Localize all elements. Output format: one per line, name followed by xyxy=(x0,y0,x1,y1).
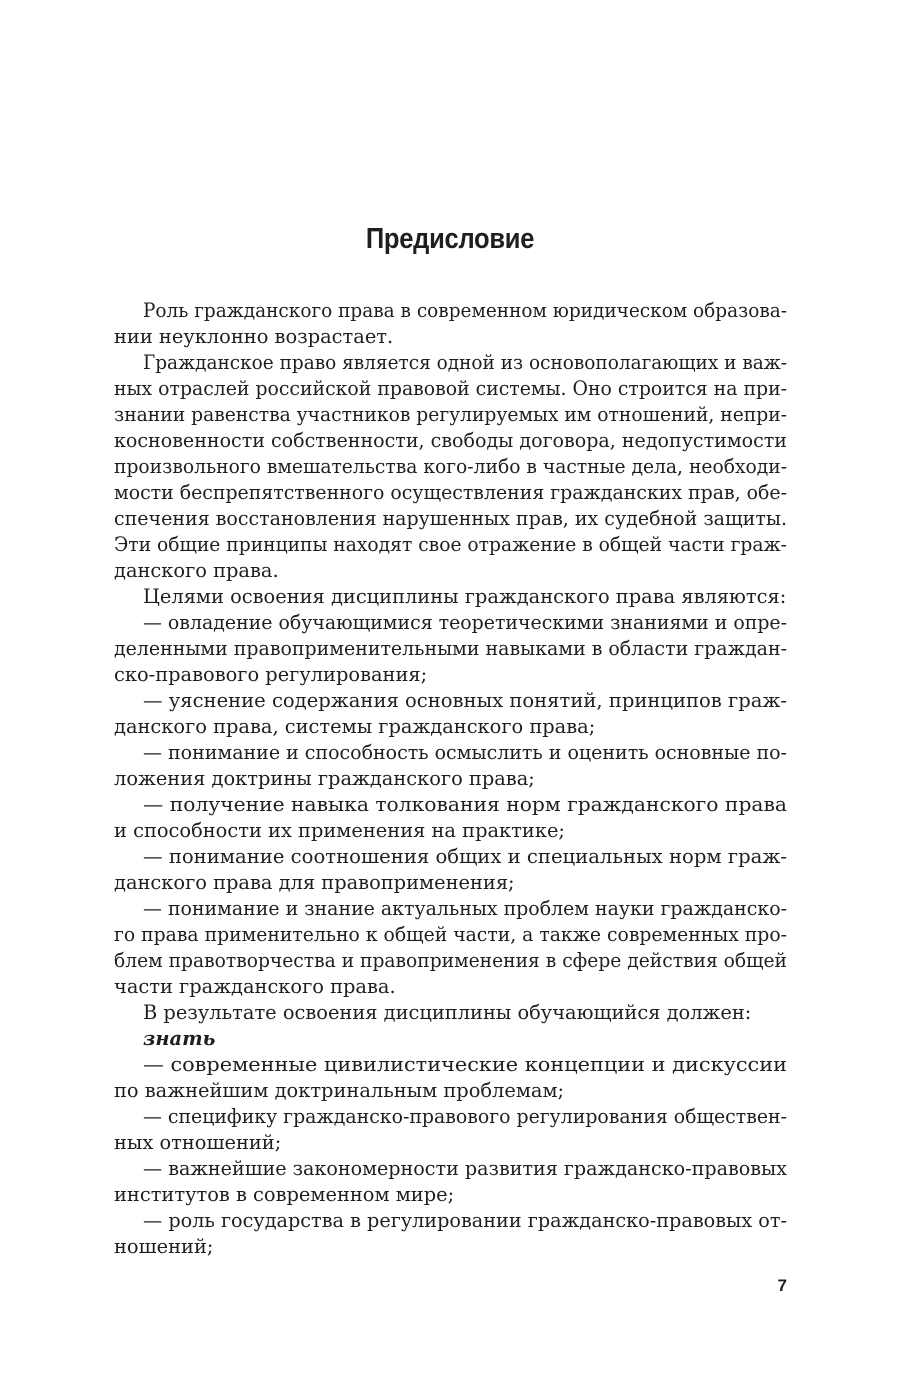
text-line xyxy=(114,1026,787,1052)
text-line-content: — получение навыка толкования норм гражданского права xyxy=(143,793,787,816)
text-line-content: части гражданского права. xyxy=(114,975,396,998)
text-line xyxy=(114,402,787,428)
text-line-content: — понимание и знание актуальных проблем науки гражданско- xyxy=(143,897,788,920)
text-line-content: — понимание и способность осмыслить и оценить основные по- xyxy=(143,741,787,764)
text-line-content: нии неуклонно возрастает. xyxy=(114,325,394,348)
text-line-content: ных отношений; xyxy=(114,1131,282,1154)
text-line xyxy=(114,610,787,636)
text-line xyxy=(114,376,787,402)
text-line-content: данского права, системы гражданского права; xyxy=(114,715,596,738)
text-line xyxy=(114,584,787,610)
text-line-content: Роль гражданского права в современном юридическом образова- xyxy=(143,299,787,322)
text-line xyxy=(114,1234,787,1260)
text-line xyxy=(114,1182,787,1208)
text-line-content: — важнейшие закономерности развития гражданско-правовых xyxy=(143,1157,788,1180)
preface-body xyxy=(114,298,787,1260)
page-number: 7 xyxy=(777,1276,787,1295)
text-line xyxy=(114,454,787,480)
text-line-content: ско-правового регулирования; xyxy=(114,663,428,686)
text-line xyxy=(114,844,787,870)
text-line xyxy=(114,324,787,350)
text-line xyxy=(114,558,787,584)
text-line xyxy=(114,532,787,558)
text-line-content: ложения доктрины гражданского права; xyxy=(114,767,535,790)
text-line xyxy=(114,1052,787,1078)
text-line-content: спечения восстановления нарушенных прав, их судебной защиты. xyxy=(114,507,788,530)
text-line xyxy=(114,1208,787,1234)
text-line xyxy=(114,1130,787,1156)
text-line-content: В результате освоения дисциплины обучающийся должен: xyxy=(143,1001,752,1024)
text-line xyxy=(114,766,787,792)
text-line-content: ношений; xyxy=(114,1235,214,1258)
text-line-content: по важнейшим доктринальным проблемам; xyxy=(114,1079,565,1102)
text-line-content: Целями освоения дисциплины гражданского права являются: xyxy=(143,585,787,608)
text-line xyxy=(114,1156,787,1182)
text-line xyxy=(114,870,787,896)
text-line-content: институтов в современном мире; xyxy=(114,1183,455,1206)
text-line-content: и способности их применения на практике; xyxy=(114,819,565,842)
page-title: Предисловие xyxy=(365,223,535,255)
text-line xyxy=(114,636,787,662)
text-line xyxy=(114,948,787,974)
text-line-content: — роль государства в регулировании гражданско-правовых от- xyxy=(143,1209,787,1232)
text-line xyxy=(114,350,787,376)
text-line xyxy=(114,896,787,922)
section-label: знать xyxy=(143,1027,216,1050)
text-line xyxy=(114,1000,787,1026)
text-line-content: Гражданское право является одной из основополагающих и важ- xyxy=(143,351,787,374)
text-line-content: — овладение обучающимися теоретическими знаниями и опре- xyxy=(143,611,788,634)
text-line-content: знании равенства участников регулируемых им отношений, непри- xyxy=(114,403,788,426)
text-line-content: Эти общие принципы находят свое отражение в общей части граж- xyxy=(114,533,788,556)
text-line xyxy=(114,1078,787,1104)
text-line xyxy=(114,298,787,324)
text-line-content: го права применительно к общей части, а также современных про- xyxy=(114,923,787,946)
text-line-content: деленными правоприменительными навыками в области граждан- xyxy=(114,637,787,660)
text-line xyxy=(114,922,787,948)
text-line xyxy=(114,428,787,454)
text-line xyxy=(114,740,787,766)
text-line-content: — понимание соотношения общих и специальных норм граж- xyxy=(143,845,787,868)
text-line-content: блем правотворчества и правоприменения в сфере действия общей xyxy=(114,949,788,972)
text-line xyxy=(114,792,787,818)
text-line-content: косновенности собственности, свободы договора, недопустимости xyxy=(114,429,787,452)
text-line-content: — уяснение содержания основных понятий, принципов граж- xyxy=(143,689,788,712)
text-line-content: — современные цивилистические концепции и дискуссии xyxy=(143,1053,787,1076)
text-line xyxy=(114,662,787,688)
text-line-content: — специфику гражданско-правового регулирования обществен- xyxy=(143,1105,787,1128)
text-line xyxy=(114,818,787,844)
text-line-content: данского права для правоприменения; xyxy=(114,871,515,894)
text-line xyxy=(114,506,787,532)
text-line-content: данского права. xyxy=(114,559,279,582)
text-line xyxy=(114,974,787,1000)
text-line-content: произвольного вмешательства кого-либо в частные дела, необходи- xyxy=(114,455,788,478)
text-line xyxy=(114,714,787,740)
text-line-content: ных отраслей российской правовой системы. Оно строится на при- xyxy=(114,377,788,400)
text-line-content: мости беспрепятственного осуществления гражданских прав, обе- xyxy=(114,481,788,504)
text-line xyxy=(114,1104,787,1130)
text-line xyxy=(114,480,787,506)
text-line xyxy=(114,688,787,714)
